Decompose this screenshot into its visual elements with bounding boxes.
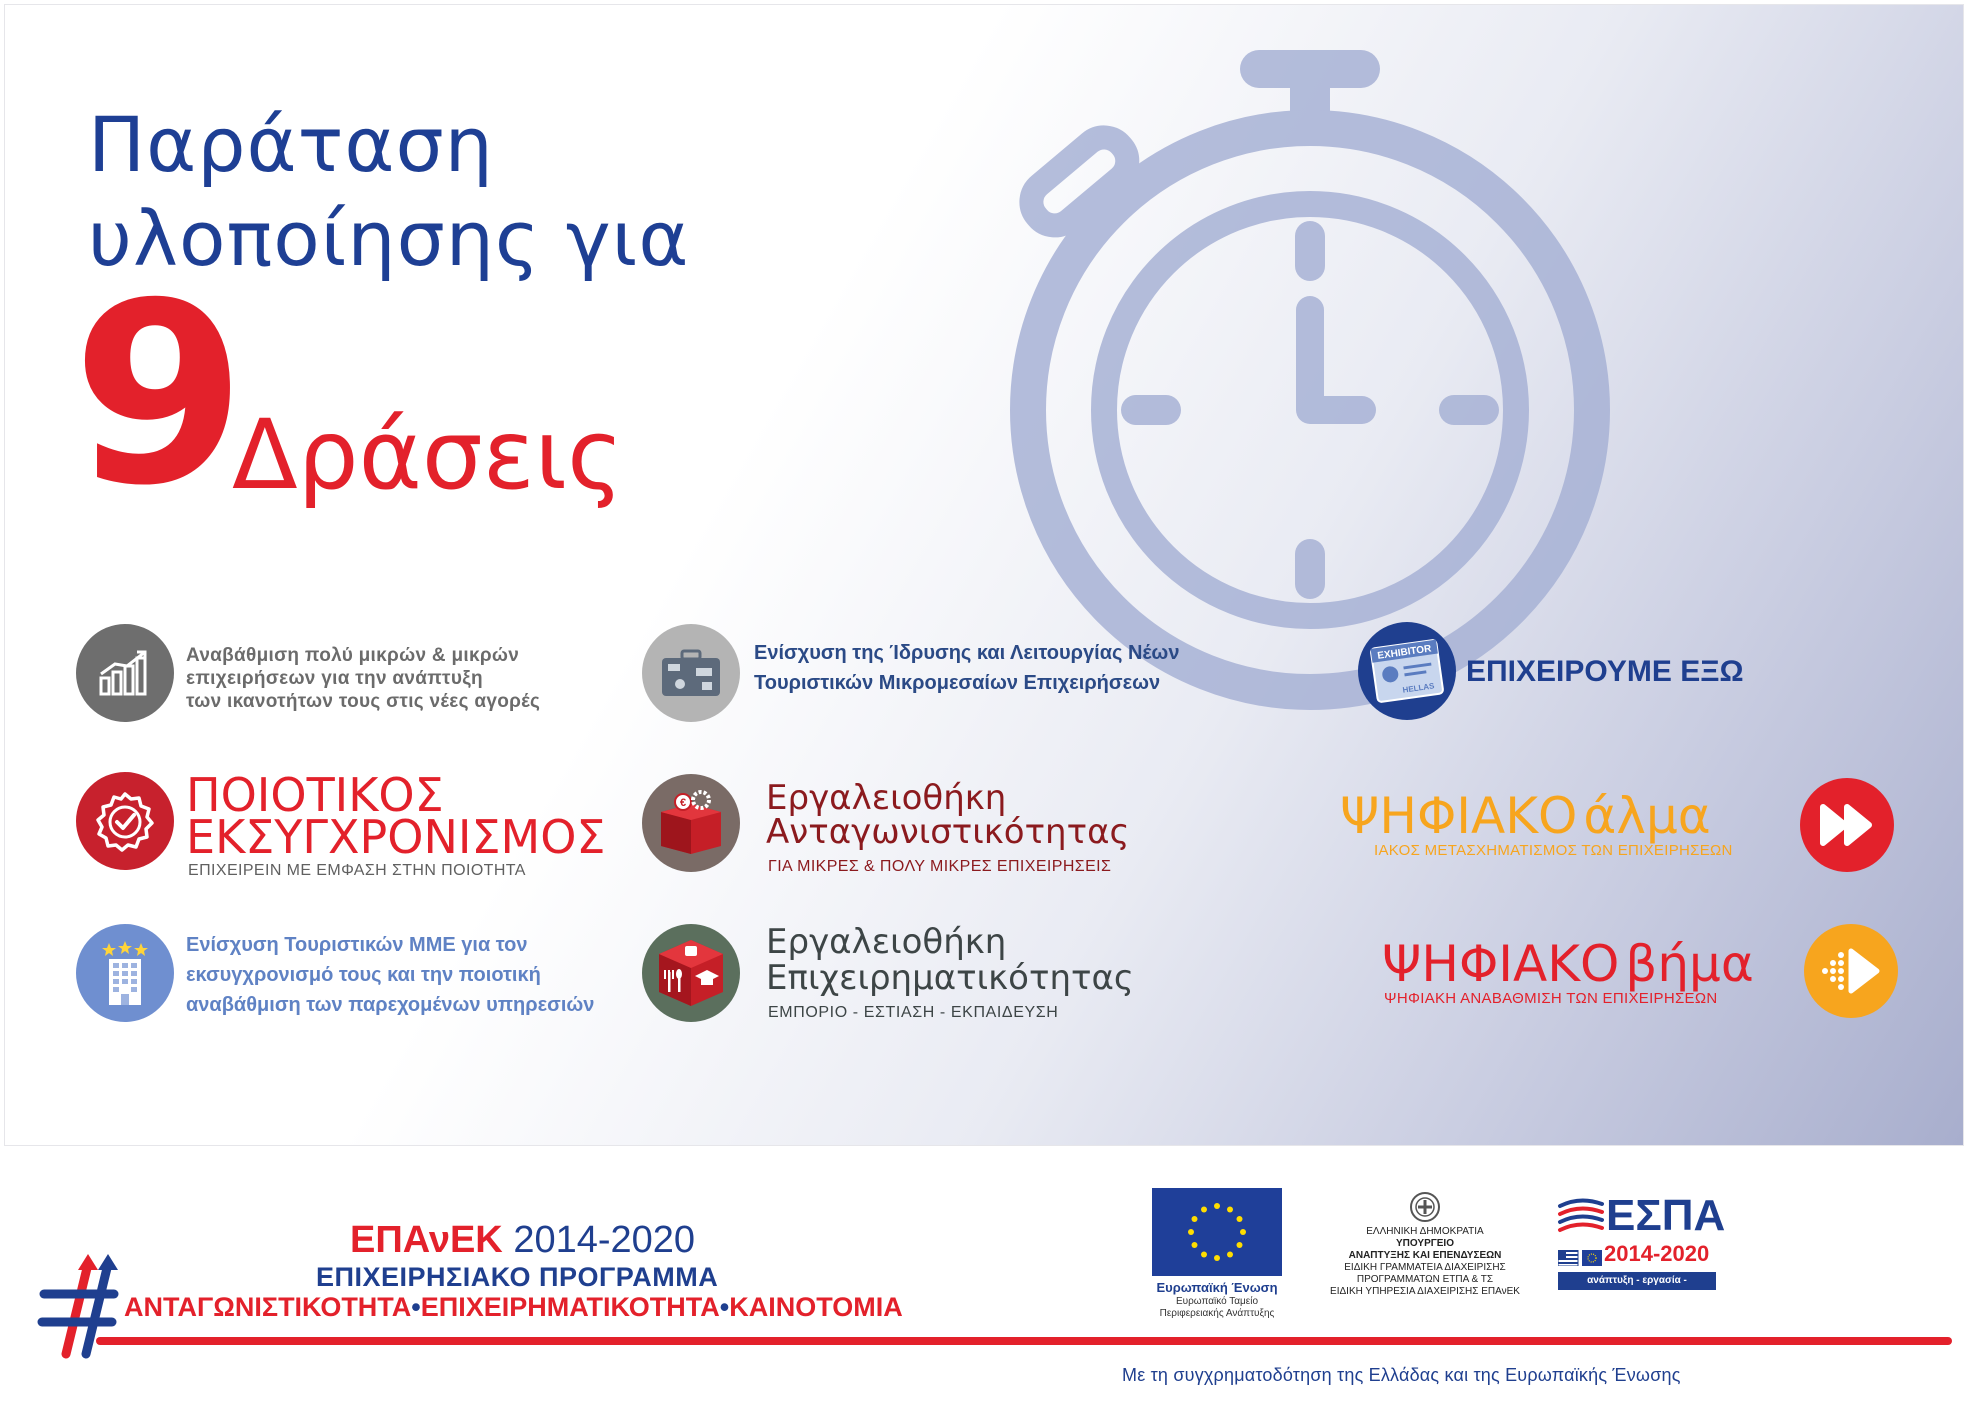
epanek-pillars [124, 1292, 903, 1322]
greek-emblem-icon [1408, 1190, 1442, 1224]
cofunding-note: Με τη συγχρηματοδότηση της Ελλάδας και της Ευρωπαϊκής Ένωσης [1122, 1365, 1681, 1385]
bar-chart-icon [76, 624, 174, 722]
epanek-hashtag-logo [36, 1254, 122, 1366]
action-anavathmisi-line-1: Αναβάθμιση πολύ μικρών & μικρών [186, 645, 520, 666]
espa-years: 2014-2020 [1604, 1241, 1710, 1266]
footer-divider [96, 1337, 1952, 1345]
eu-fund-line-2: Περιφερειακής Ανάπτυξης [1159, 1308, 1275, 1319]
action-anavathmisi-line-3: των ικανοτήτων τους στις νέες αγορές [186, 691, 541, 712]
action-vima-lower: βήμα [1625, 935, 1754, 993]
action-vima-caps: ΨΗΦΙΑΚΟ [1382, 935, 1620, 993]
epanek-name: ΕΠΑνΕΚ [350, 1219, 503, 1261]
fast-forward-icon [1800, 778, 1894, 872]
action-anavathmisi-line-2: επιχειρήσεων για την ανάπτυξη [186, 668, 483, 689]
pillar-1: ΑΝΤΑΓΩΝΙΣΤΙΚΟΤΗΤΑ [124, 1292, 412, 1322]
action-epixeirimatikotita-line-1[interactable]: Εργαλειοθήκη [766, 922, 1007, 962]
action-poiotikos-line-1[interactable]: ΠΟΙΟΤΙΚΟΣ [186, 768, 444, 822]
pillar-2: ΕΠΙΧΕΙΡΗΜΑΤΙΚΟΤΗΤΑ [420, 1292, 720, 1322]
actions-count-label: Δράσεις [232, 399, 624, 511]
svg-text:€: € [679, 797, 687, 809]
action-antagonistikotita-line-1[interactable]: Εργαλειοθήκη [766, 778, 1007, 818]
action-antagonistikotita-line-2[interactable]: Ανταγωνιστικότητας [766, 812, 1130, 852]
eu-fund [1136, 1296, 1298, 1320]
toolbox-gears-icon [642, 774, 740, 872]
gov-line-1: ΕΛΛΗΝΙΚΗ ΔΗΜΟΚΡΑΤΙΑ [1366, 1226, 1484, 1237]
exhibitor-badge-top-text: EXHIBITOR [1376, 643, 1433, 662]
eu-name: Ευρωπαϊκή Ένωση [1156, 1280, 1278, 1295]
action-touristikes-mme-line-3: αναβάθμιση των παρεχομένων υπηρεσιών [186, 994, 595, 1016]
play-arrow-icon [1804, 924, 1898, 1018]
action-poiotikos-line-2[interactable]: ΕΚΣΥΓΧΡΟΝΙΣΜΟΣ [186, 810, 606, 864]
ministry-text [1330, 1226, 1520, 1298]
quality-seal-icon [76, 772, 174, 870]
espa-tagline: ανάπτυξη - εργασία - αλληλεγγύη [1558, 1272, 1716, 1290]
action-touristikes-mme-text[interactable] [186, 930, 594, 1020]
action-alma-caps: ΨΗΦΙΑΚΟ [1340, 787, 1578, 845]
gov-line-3: ΑΝΑΠΤΥΞΗΣ ΚΑΙ ΕΠΕΝΔΥΣΕΩΝ [1348, 1250, 1502, 1261]
action-touristikes-nees-line-2: Τουριστικών Μικρομεσαίων Επιχειρήσεων [754, 672, 1161, 694]
epanek-programme: ΕΠΙΧΕΙΡΗΣΙΑΚΟ ΠΡΟΓΡΑΜΜΑ [316, 1262, 719, 1292]
action-alma-lower: άλμα [1583, 787, 1711, 845]
gov-line-5: ΠΡΟΓΡΑΜΜΑΤΩΝ ΕΤΠΑ & ΤΣ [1356, 1274, 1494, 1285]
gov-line-6: ΕΙΔΙΚΗ ΥΠΗΡΕΣΙΑ ΔΙΑΧΕΙΡΙΣΗΣ ΕΠΑνΕΚ [1330, 1286, 1520, 1297]
suitcase-icon [642, 624, 740, 722]
exhibitor-badge-icon [1358, 622, 1456, 720]
action-touristikes-nees-text[interactable] [754, 638, 1179, 698]
action-alma-sub: ΙΑΚΟΣ ΜΕΤΑΣΧΗΜΑΤΙΣΜΟΣ ΤΩΝ ΕΠΙΧΕΙΡΗΣΕΩΝ [1374, 842, 1733, 859]
espa-stripes-icon [1556, 1196, 1604, 1236]
action-touristikes-nees-line-1: Ενίσχυση της Ίδρυσης και Λειτουργίας Νέων [754, 642, 1180, 664]
epanek-years: 2014-2020 [513, 1219, 696, 1261]
box-cutlery-cap-icon [642, 924, 740, 1022]
actions-count: 9 [72, 249, 240, 540]
epanek-title [350, 1220, 695, 1260]
gov-line-2: ΥΠΟΥΡΓΕΙΟ [1396, 1238, 1454, 1249]
action-touristikes-mme-line-2: εκσυγχρονισμό τους και την ποιοτική [186, 964, 541, 986]
pillar-separator: • [719, 1292, 730, 1322]
pillar-3: ΚΑΙΝΟΤΟΜΙΑ [729, 1292, 903, 1322]
espa-word: ΕΣΠΑ [1606, 1191, 1726, 1240]
action-alma-title[interactable] [1340, 788, 1711, 844]
eu-flag-icon [1152, 1188, 1282, 1276]
gov-line-4: ΕΙΔΙΚΗ ΓΡΑΜΜΑΤΕΙΑ ΔΙΑΧΕΙΡΙΣΗΣ [1344, 1262, 1506, 1273]
headline-line-2: υλοποίησης για [88, 194, 690, 283]
action-anavathmisi-text[interactable] [186, 644, 540, 713]
greek-eu-flags-icon [1558, 1250, 1602, 1266]
action-vima-sub: ΨΗΦΙΑΚΗ ΑΝΑΒΑΘΜΙΣΗ ΤΩΝ ΕΠΙΧΕΙΡΗΣΕΩΝ [1384, 990, 1718, 1007]
eu-fund-line-1: Ευρωπαϊκό Ταμείο [1175, 1296, 1259, 1307]
action-exo-label[interactable]: ΕΠΙΧΕΙΡΟΥΜΕ ΕΞΩ [1466, 655, 1744, 688]
action-antagonistikotita-sub: ΓΙΑ ΜΙΚΡΕΣ & ΠΟΛΥ ΜΙΚΡΕΣ ΕΠΙΧΕΙΡΗΣΕΙΣ [768, 858, 1112, 875]
action-touristikes-mme-line-1: Ενίσχυση Τουριστικών ΜΜΕ για τον [186, 934, 528, 956]
exhibitor-badge-bottom-text: HELLAS [1402, 681, 1435, 695]
headline-line-1: Παράταση [88, 100, 494, 189]
pillar-separator: • [411, 1292, 421, 1322]
action-vima-title[interactable] [1382, 936, 1754, 992]
action-poiotikos-sub: ΕΠΙΧΕΙΡΕΙΝ ΜΕ ΕΜΦΑΣΗ ΣΤΗΝ ΠΟΙΟΤΗΤΑ [188, 862, 526, 879]
action-epixeirimatikotita-sub: ΕΜΠΟΡΙΟ - ΕΣΤΙΑΣΗ - ΕΚΠΑΙΔΕΥΣΗ [768, 1004, 1059, 1021]
hotel-building-icon [76, 924, 174, 1022]
stopwatch-icon [990, 40, 1630, 740]
action-epixeirimatikotita-line-2[interactable]: Επιχειρηματικότητας [766, 958, 1134, 998]
